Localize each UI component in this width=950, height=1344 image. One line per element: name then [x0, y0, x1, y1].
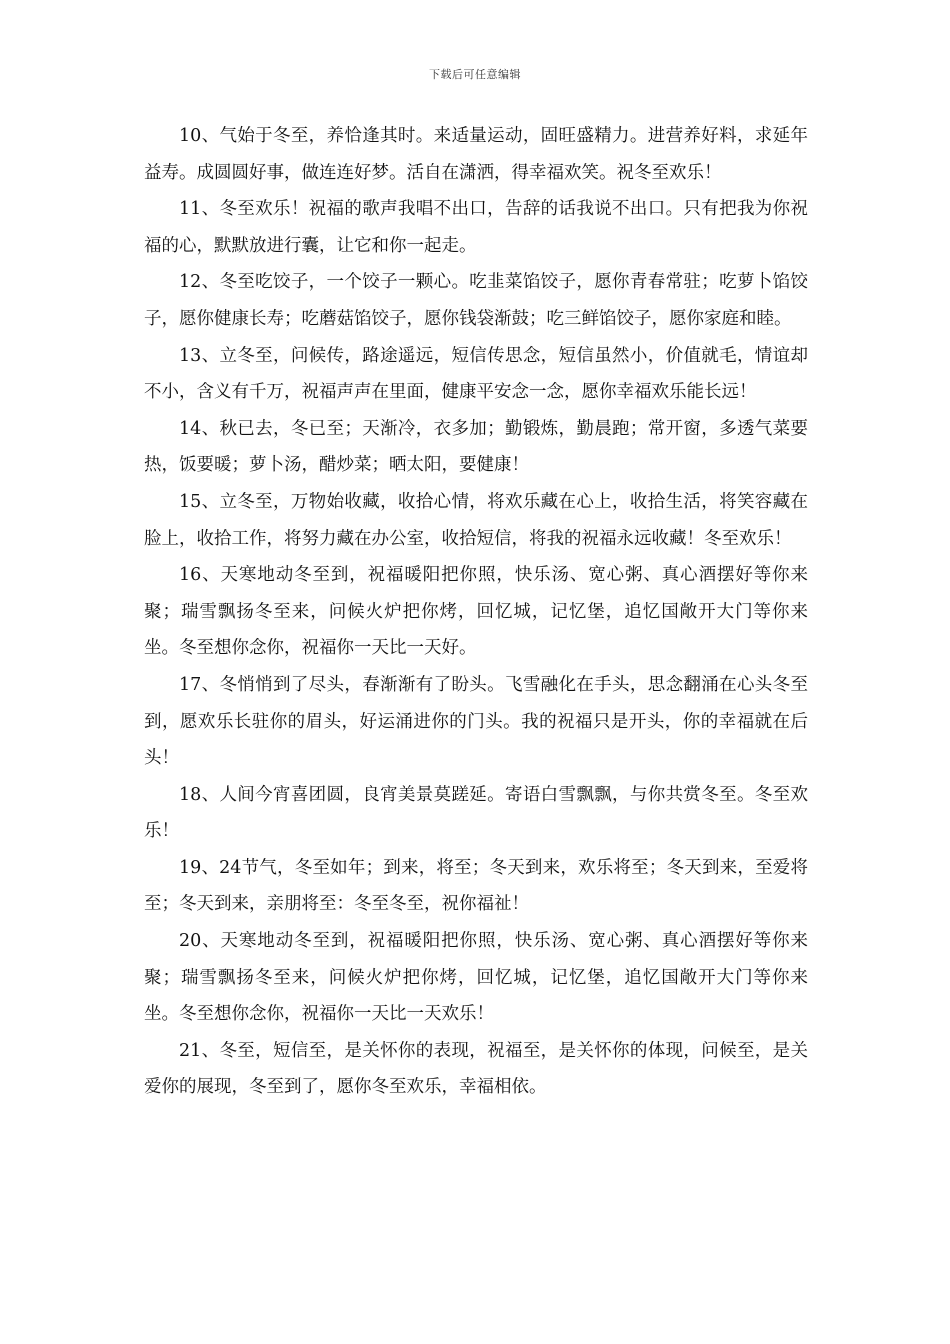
paragraph-13: 13、立冬至，问候传，路途遥远，短信传思念，短信虽然小，价值就毛，情谊却不小，含义有千万，祝福声声在里面，健康平安念一念，愿你幸福欢乐能长远！: [144, 345, 808, 403]
paragraph-15: 15、立冬至，万物始收藏，收拾心情，将欢乐藏在心上，收拾生活，将笑容藏在脸上，收拾工作，将努力藏在办公室，收拾短信，将我的祝福永远收藏！冬至欢乐！: [144, 491, 808, 549]
paragraph-10: 10、气始于冬至，养恰逢其时。来适量运动，固旺盛精力。进营养好料，求延年益寿。成圆圆好事，做连连好梦。活自在潇洒，得幸福欢笑。祝冬至欢乐！: [144, 126, 808, 183]
paragraph-18: 18、人间今宵喜团圆，良宵美景莫蹉延。寄语白雪飘飘，与你共赏冬至。冬至欢乐！: [144, 784, 808, 842]
paragraph-14: 14、秋已去，冬已至；天渐冷，衣多加；勤锻炼，勤晨跑；常开窗，多透气菜要热，饭要暖；萝卜汤，醋炒菜；晒太阳，要健康！: [144, 418, 808, 476]
paragraph-20: 20、天寒地动冬至到，祝福暖阳把你照，快乐汤、宽心粥、真心酒摆好等你来聚；瑞雪飘扬冬至来，问候火炉把你烤，回忆城，记忆堡，追忆国敞开大门等你来坐。冬至想你念你，祝福你一天比一天欢乐！: [144, 931, 808, 1025]
paragraph-19: 19、24节气，冬至如年；到来，将至；冬天到来，欢乐将至；冬天到来，至爱将至；冬天到来，亲朋将至：冬至冬至，祝你福祉！: [144, 857, 808, 915]
paragraph-12: 12、冬至吃饺子，一个饺子一颗心。吃韭菜馅饺子，愿你青春常驻；吃萝卜馅饺子，愿你健康长寿；吃蘑菇馅饺子，愿你钱袋渐鼓；吃三鲜馅饺子，愿你家庭和睦。: [144, 272, 808, 329]
paragraph-11: 11、冬至欢乐！祝福的歌声我唱不出口，告辞的话我说不出口。只有把我为你祝福的心，默默放进行囊，让它和你一起走。: [144, 199, 808, 256]
page-header-note: 下载后可任意编辑: [429, 68, 521, 81]
paragraph-17: 17、冬悄悄到了尽头，春渐渐有了盼头。飞雪融化在手头，思念翻涌在心头冬至到，愿欢乐长驻你的眉头，好运涌进你的门头。我的祝福只是开头，你的幸福就在后头！: [144, 674, 808, 769]
paragraph-21: 21、冬至，短信至，是关怀你的表现，祝福至，是关怀你的体现，问候至，是关爱你的展现，冬至到了，愿你冬至欢乐，幸福相依。: [144, 1040, 808, 1098]
paragraph-16: 16、天寒地动冬至到，祝福暖阳把你照，快乐汤、宽心粥、真心酒摆好等你来聚；瑞雪飘扬冬至来，问候火炉把你烤，回忆城，记忆堡，追忆国敞开大门等你来坐。冬至想你念你，祝福你一天比一天好。: [144, 565, 808, 659]
document-body: [144, 118, 808, 1106]
